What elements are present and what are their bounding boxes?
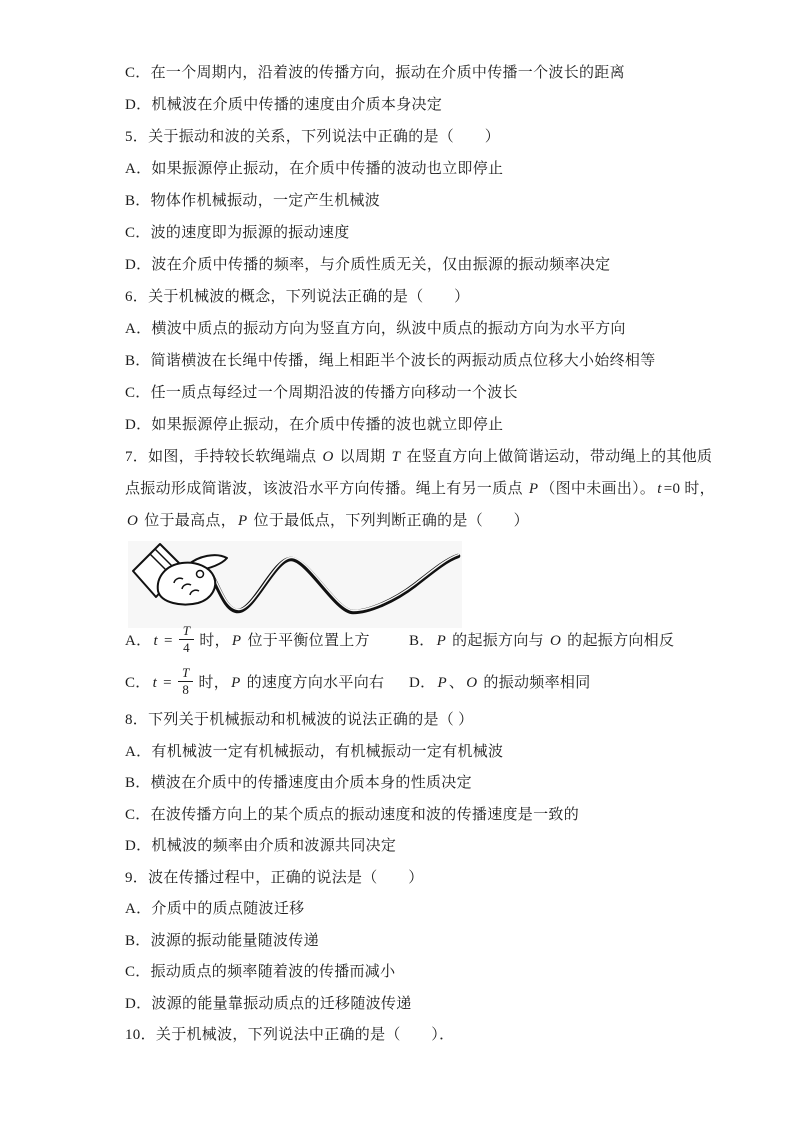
options-7-row-AB bbox=[125, 621, 685, 663]
fraction: $\frac{T}{4}$ bbox=[179, 624, 195, 656]
text-block-2 bbox=[125, 621, 685, 1052]
question-7-line-3: O 位于最高点， P 位于最低点，下列判断正确的是（ ） bbox=[127, 513, 529, 529]
hand-icon bbox=[133, 544, 227, 605]
question-8: 8．下列关于机械振动和机械波的说法正确的是（ ） bbox=[125, 712, 474, 728]
option-8-B: B．横波在介质中的传播速度由介质本身的性质决定 bbox=[125, 775, 472, 791]
math-variable: O bbox=[127, 513, 139, 529]
math-variable: t bbox=[153, 633, 158, 650]
fraction: $\frac{T}{8}$ bbox=[178, 666, 194, 698]
option-5-D: D．波在介质中传播的频率，与介质性质无关，仅由振源的振动频率决定 bbox=[125, 257, 611, 273]
text-block-1 bbox=[125, 57, 715, 537]
math-variable: P bbox=[436, 633, 447, 650]
question-7-line-2: 点振动形成简谐波，该波沿水平方向传播。绳上有另一质点 P （图中未画出）。 t =0 时， bbox=[125, 481, 715, 497]
option-8-C: C．在波传播方向上的某个质点的振动速度和波的传播速度是一致的 bbox=[125, 806, 580, 823]
question-10: 10．关于机械波，下列说法中正确的是（ ）． bbox=[125, 1027, 455, 1043]
option-5-B: B．物体作机械振动，一定产生机械波 bbox=[125, 193, 381, 209]
math-variable: t bbox=[657, 481, 662, 497]
option-5-A: A．如果振源停止振动，在介质中传播的波动也立即停止 bbox=[125, 161, 504, 177]
question-7-line-1: 7．如图，手持较长软绳端点 O 以周期 T 在竖直方向上做简谐运动，带动绳上的其他质 bbox=[125, 449, 713, 465]
math-variable: P bbox=[437, 675, 447, 692]
option-6-A: A．横波中质点的振动方向为竖直方向，纵波中质点的振动方向为水平方向 bbox=[125, 321, 626, 337]
math-variable: O bbox=[322, 449, 334, 465]
question-5: 5．关于振动和波的关系，下列说法中正确的是（ ） bbox=[125, 129, 501, 145]
option-5-C: C．波的速度即为振源的振动速度 bbox=[125, 225, 350, 241]
option-9-C: C．振动质点的频率随着波的传播而减小 bbox=[125, 964, 396, 980]
option-9-D: D．波源的能量靠振动质点的迁移随波传递 bbox=[125, 995, 412, 1012]
option-6-D: D．如果振源停止振动，在介质中传播的波也就立即停止 bbox=[125, 417, 504, 433]
option-9-B: B．波源的振动能量随波传递 bbox=[125, 932, 319, 949]
math-variable: P bbox=[238, 513, 248, 529]
option-8-D: D．机械波的频率由介质和波源共同决定 bbox=[125, 838, 397, 854]
options-7-row-CD bbox=[125, 663, 685, 705]
option-9-A: A．介质中的质点随波迁移 bbox=[125, 901, 305, 917]
math-variable: T bbox=[391, 449, 401, 465]
option-4-D: D．机械波在介质中传播的速度由介质本身决定 bbox=[125, 97, 443, 113]
math-variable: O bbox=[549, 633, 562, 650]
rope-wave bbox=[204, 555, 459, 613]
options-7-row-AB-col-2: B． P 的起振方向与 O 的起振方向相反 bbox=[409, 633, 675, 650]
math-variable: P bbox=[528, 481, 539, 497]
math-variable: P bbox=[231, 675, 241, 692]
option-4-C: C．在一个周期内，沿着波的传播方向，振动在介质中传播一个波长的距离 bbox=[125, 65, 625, 81]
option-6-B: B．简谐横波在长绳中传播，绳上相距半个波长的两振动质点位移大小始终相等 bbox=[125, 353, 656, 369]
wave-figure bbox=[128, 541, 462, 628]
math-variable: t bbox=[152, 675, 158, 692]
question-6: 6．关于机械波的概念，下列说法正确的是（ ） bbox=[125, 289, 470, 305]
option-8-A: A．有机械波一定有机械振动，有机械振动一定有机械波 bbox=[125, 743, 504, 760]
question-9: 9．波在传播过程中，正确的说法是（ ） bbox=[125, 869, 424, 886]
options-7-row-AB-col-1: A． t = $\frac{T}{4}$ 时， P 位于平衡位置上方 bbox=[125, 623, 370, 656]
math-variable: P bbox=[231, 633, 242, 650]
option-6-C: C．任一质点每经过一个周期沿波的传播方向移动一个波长 bbox=[125, 385, 518, 401]
options-7-row-CD-col-1: C． t = $\frac{T}{8}$ 时， P 的速度方向水平向右 bbox=[125, 665, 385, 698]
hand-rope-wave-illustration bbox=[128, 541, 462, 628]
math-variable: O bbox=[466, 675, 478, 692]
options-7-row-CD-col-2: D． P 、 O 的振动频率相同 bbox=[409, 675, 591, 692]
